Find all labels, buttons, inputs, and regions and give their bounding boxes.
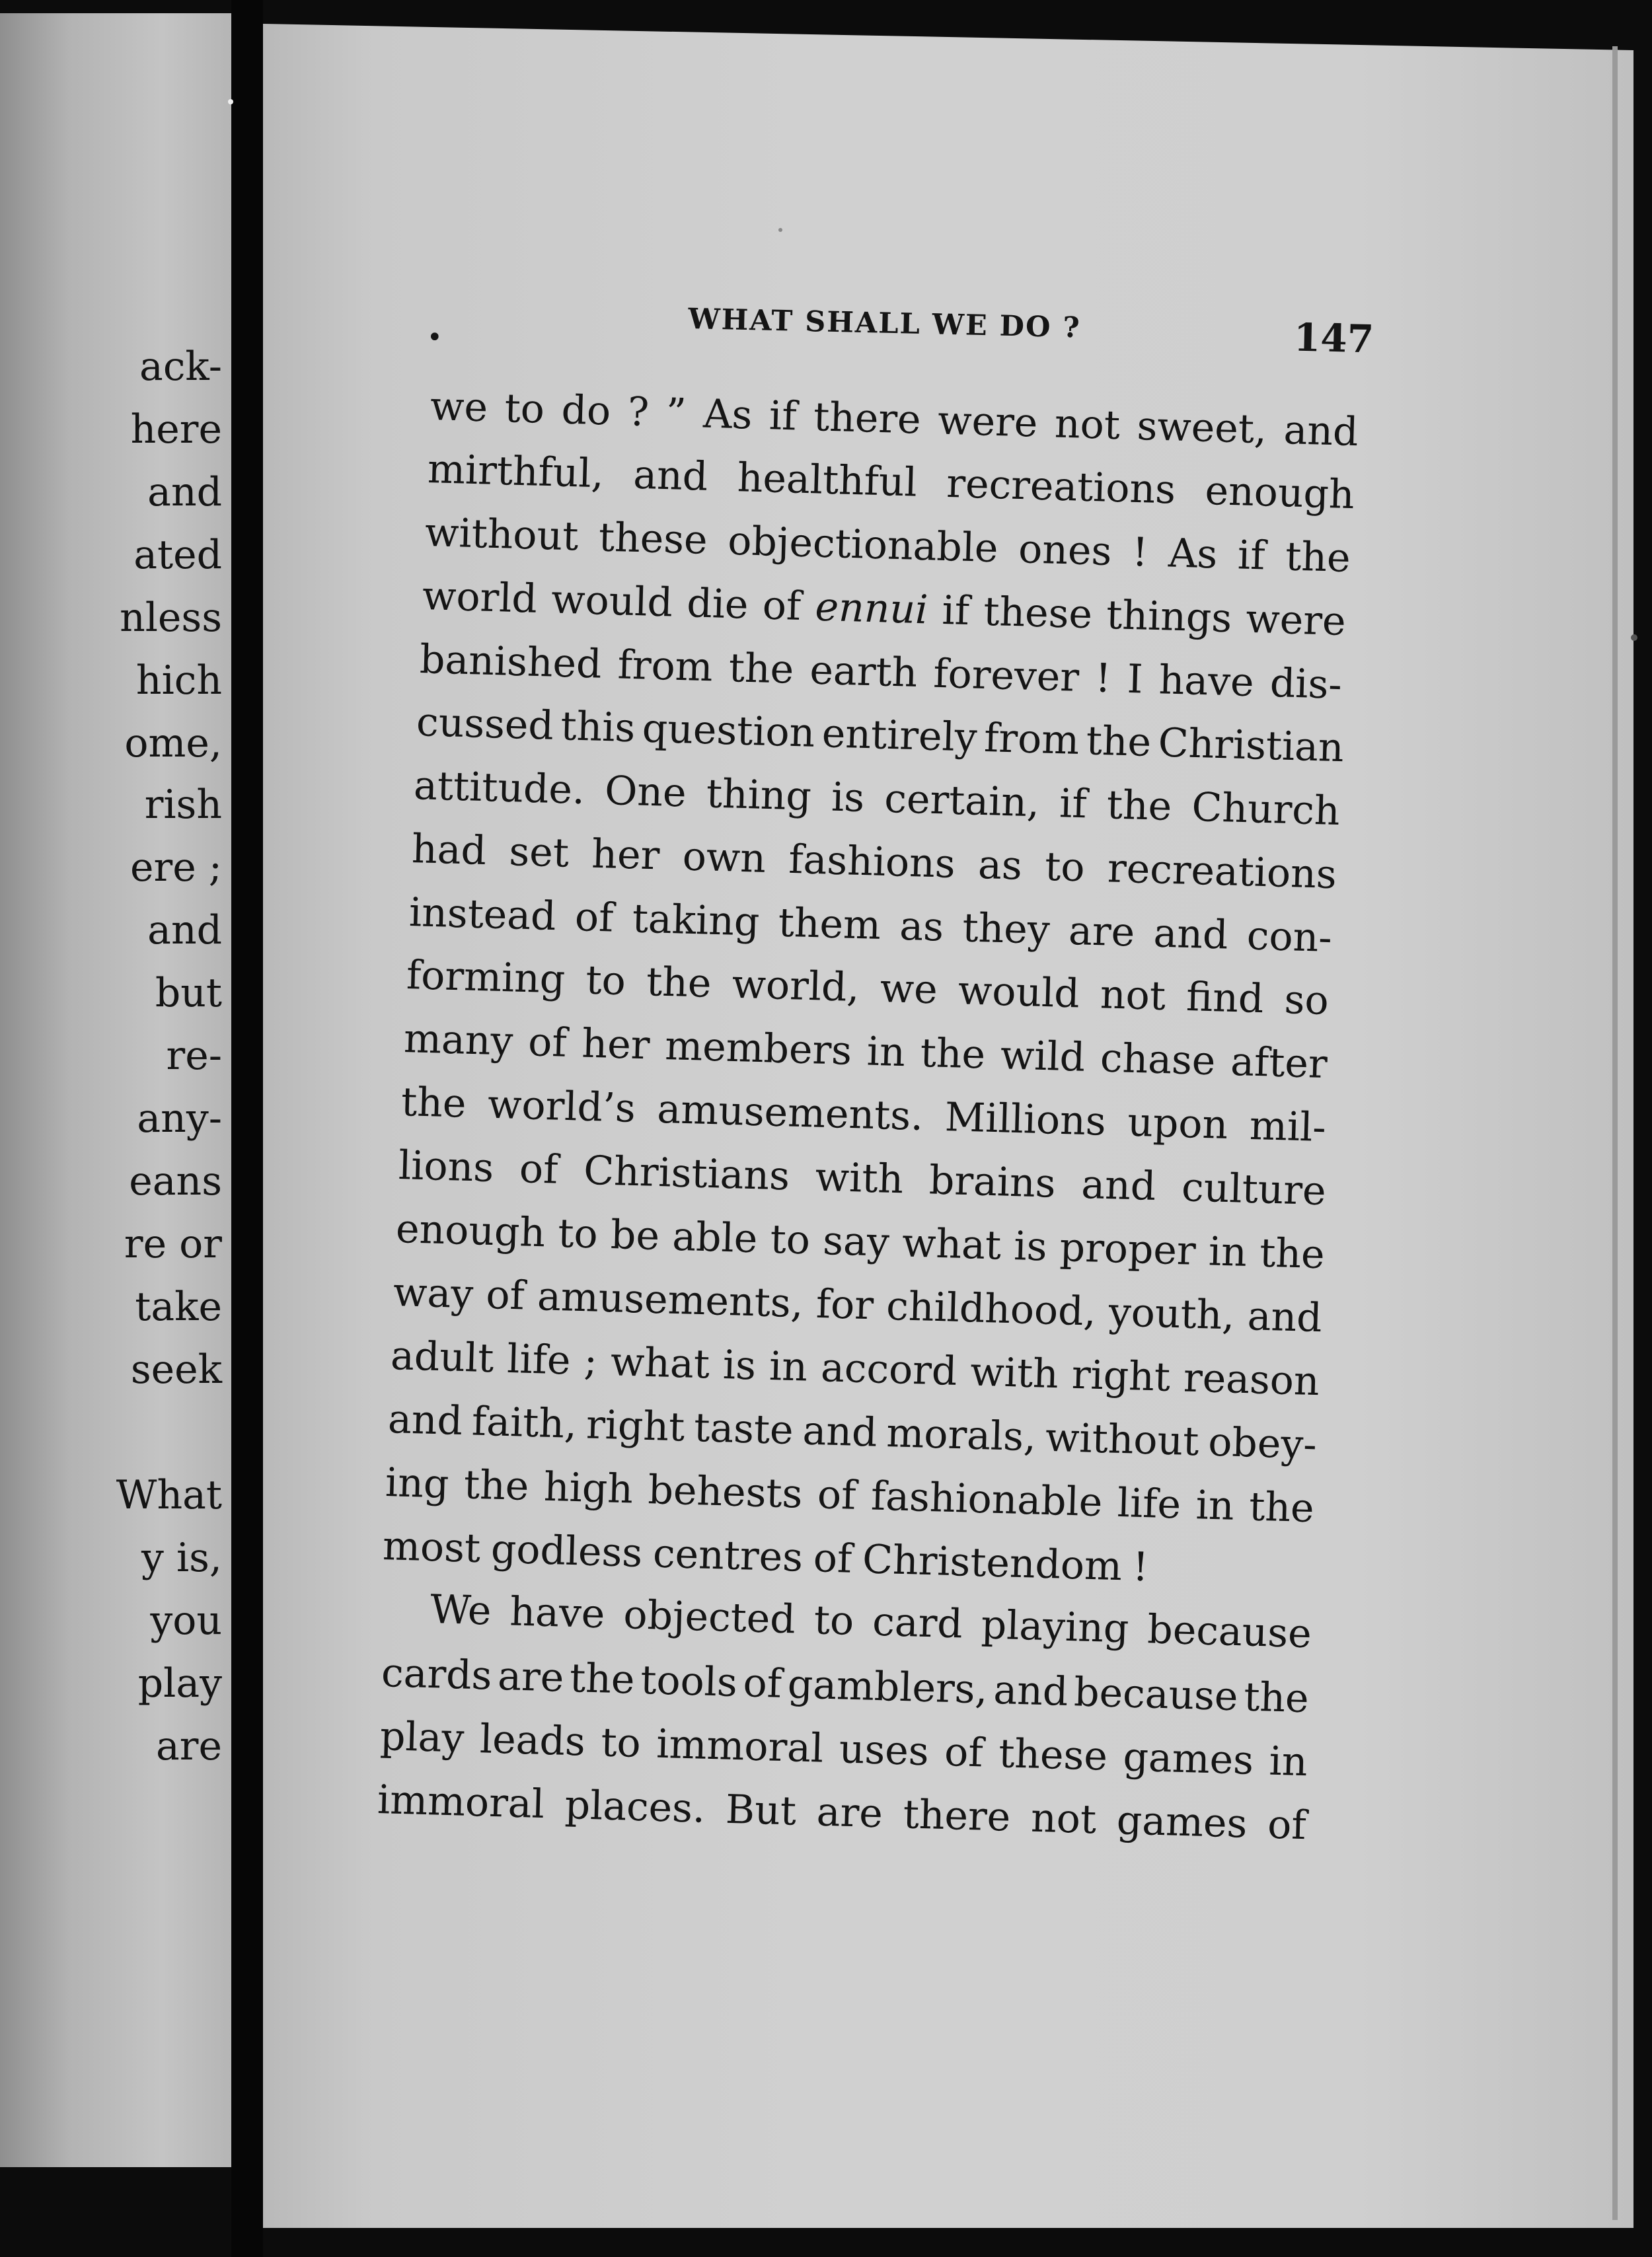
page-edge	[1612, 46, 1618, 2220]
left-page-line-fragment: rish	[144, 782, 222, 828]
body-text-line: we to do ? ” As if there were not sweet, and	[430, 383, 1359, 456]
page-number: 147	[1293, 314, 1374, 362]
body-text-line: most godless centres of Christendom !	[382, 1523, 1150, 1591]
left-facing-page	[0, 13, 231, 2167]
left-page-line-fragment: re-	[166, 1033, 222, 1079]
left-page-line-fragment: y is,	[141, 1535, 222, 1581]
body-text-line: lions of Christians with brains and culture	[398, 1142, 1327, 1215]
left-page-line-fragment: eans	[129, 1158, 222, 1204]
left-page-line-fragment: take	[135, 1284, 222, 1330]
left-page-line-fragment: ome,	[124, 720, 222, 766]
body-text-line: without these objectionable ones ! As if the	[424, 509, 1351, 582]
body-text-line: way of amusements, for childhood, youth, and	[393, 1269, 1323, 1342]
left-page-line-fragment: but	[155, 970, 222, 1016]
body-text-line: enough to be able to say what is proper in the	[395, 1206, 1326, 1278]
running-head: WHAT SHALL WE DO ?	[687, 303, 1082, 345]
left-page-line-fragment: here	[130, 406, 222, 453]
body-text-line: cards are the tools of gamblers, and because the	[381, 1650, 1310, 1722]
body-text-line: forming to the world, we would not find so	[406, 952, 1330, 1024]
left-page-line-fragment: ere ;	[130, 844, 222, 891]
body-text-line: adult life ; what is in accord with right reason	[390, 1333, 1320, 1405]
scan-speck	[778, 228, 782, 232]
left-page-line-fragment: ack-	[139, 344, 222, 390]
body-text-line: mirthful, and healthful recreations enough	[427, 446, 1355, 519]
body-text-line: many of her members in the wild chase after	[403, 1016, 1328, 1088]
body-text-line: cussed this question entirely from the Christian	[416, 699, 1345, 772]
body-text-line: We have objected to card playing because	[430, 1586, 1312, 1658]
left-page-line-fragment: and	[147, 907, 222, 953]
body-text-line: the world’s amusements. Millions upon mil-	[400, 1079, 1327, 1152]
left-page-line-fragment: and	[147, 469, 222, 515]
left-page-line-fragment: ated	[133, 532, 222, 578]
left-page-line-fragment: are	[156, 1723, 222, 1769]
left-page-line-fragment: re or	[124, 1221, 222, 1267]
left-page-line-fragment: you	[150, 1598, 222, 1644]
left-page-line-fragment: play	[137, 1660, 222, 1707]
body-text-line: immoral places. But are there not games of	[377, 1777, 1307, 1849]
body-text-line: attitude. One thing is certain, if the Church	[413, 762, 1341, 835]
book-gutter	[231, 0, 263, 2257]
left-page-line-fragment: any-	[137, 1095, 222, 1142]
scan-speck	[228, 99, 233, 104]
left-page-line-fragment: What	[116, 1472, 222, 1518]
body-text-line: banished from the earth forever ! I have dis-	[419, 636, 1343, 708]
page-ornament-mark: •	[427, 322, 443, 353]
body-text-line: and faith, right taste and morals, without obey-	[387, 1396, 1318, 1469]
scan-speck	[1631, 634, 1637, 641]
body-text-line: ing the high behests of fashionable life in the	[385, 1460, 1315, 1532]
body-text-line: had set her own fashions as to recreations	[411, 826, 1337, 899]
body-text-line: play leads to immoral uses of these games in	[379, 1713, 1308, 1786]
left-page-line-fragment: seek	[130, 1347, 222, 1393]
body-text-line: world would die of ennui if these things were	[422, 573, 1347, 646]
left-page-line-fragment: hich	[135, 657, 222, 704]
left-page-line-fragment: nless	[120, 595, 222, 641]
body-text-line: instead of taking them as they are and con-	[408, 889, 1333, 961]
